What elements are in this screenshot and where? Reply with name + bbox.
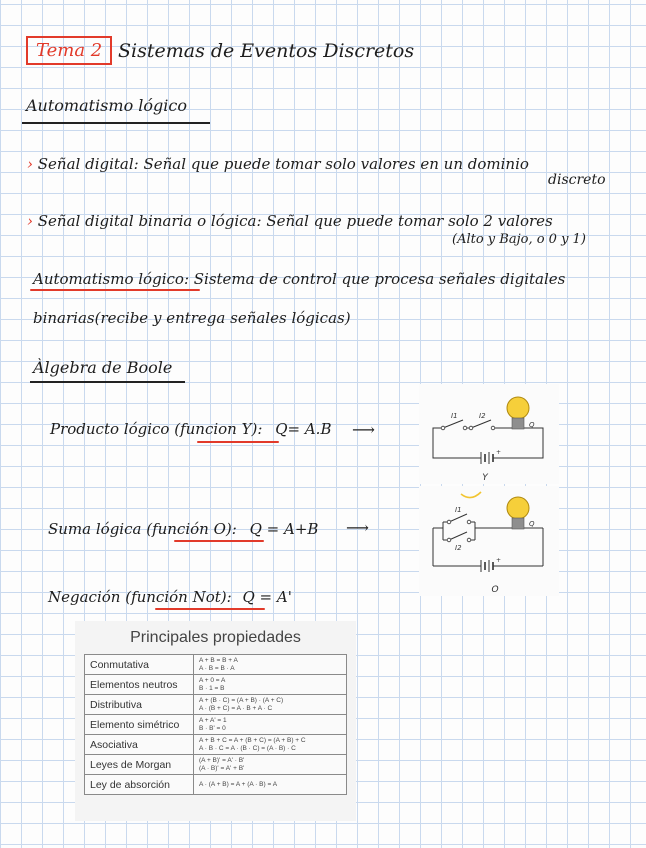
heading-underline — [22, 122, 210, 124]
table-row — [85, 775, 347, 795]
properties-title: Principales propiedades — [130, 629, 301, 646]
operation-close: ): — [225, 520, 237, 538]
property-rule — [194, 735, 347, 755]
function-underline — [174, 540, 264, 542]
switch-terminal — [441, 426, 445, 430]
section-heading-boole: Àlgebra de Boole — [33, 358, 173, 377]
properties-card — [75, 621, 356, 821]
or-circuit-diagram — [419, 486, 559, 596]
rule-line: (A · B)' = A' + B' — [199, 764, 245, 772]
table-row — [85, 735, 347, 755]
operation-expression: Q= A.B — [275, 420, 332, 438]
switch-terminal — [447, 520, 451, 524]
rule-line: A + B = B + A — [199, 656, 238, 664]
operation-close: ): — [251, 420, 263, 438]
function-underline — [197, 441, 279, 443]
switch-label: I1 — [451, 412, 458, 420]
not-operation — [48, 588, 292, 606]
property-rule — [194, 675, 347, 695]
definition-automatismo — [33, 270, 565, 288]
property-name: Conmutativa — [85, 655, 194, 675]
or-operation — [48, 520, 318, 538]
switch-terminal — [491, 426, 495, 430]
switch-gap — [443, 424, 465, 432]
arrow-icon: ⟶ — [352, 420, 375, 439]
rule-line: B · B' = 0 — [199, 724, 226, 732]
bullet-digital-signal — [27, 155, 529, 173]
topic-tag: Tema 2 — [26, 36, 112, 65]
property-rule — [194, 695, 347, 715]
bullet-term: Señal digital — [37, 155, 134, 173]
switch-gap — [471, 424, 493, 432]
operation-label: Suma lógica ( — [48, 520, 153, 538]
operation-expression: Q = A' — [242, 588, 292, 606]
glow-icon — [461, 492, 481, 498]
arrow-icon: ⟶ — [346, 518, 369, 537]
battery-plus: + — [496, 557, 502, 564]
switch-terminal — [467, 520, 471, 524]
table-row — [85, 755, 347, 775]
table-row — [85, 695, 347, 715]
table-row — [85, 715, 347, 735]
operation-expression: Q = A+B — [249, 520, 319, 538]
switch-terminal — [447, 538, 451, 542]
and-operation — [50, 420, 331, 438]
operation-label: Negación ( — [48, 588, 132, 606]
or-circuit-svg — [419, 486, 559, 596]
table-row — [85, 655, 347, 675]
rule-line: A + 0 = A — [199, 676, 226, 684]
rule-line: A + A' = 1 — [199, 716, 227, 724]
bullet-continuation: discreto — [548, 172, 606, 188]
term-underline — [30, 289, 200, 291]
page-title: Sistemas de Eventos Discretos — [118, 40, 415, 62]
heading-underline — [30, 381, 185, 383]
rule-line: (A + B)' = A' · B' — [199, 756, 245, 764]
property-rule — [194, 755, 347, 775]
bullet-binary-signal — [27, 212, 553, 230]
bullet-marker: › — [27, 155, 33, 173]
switch-label: I2 — [479, 412, 486, 420]
property-rule — [194, 655, 347, 675]
circuit-caption: Y — [482, 473, 488, 483]
bullet-text: : Señal que puede tomar solo 2 valores — [256, 212, 553, 230]
property-rule — [194, 715, 347, 735]
rule-line: A · (A + B) = A + (A · B) = A — [199, 780, 278, 788]
property-name: Asociativa — [85, 735, 194, 755]
switch-i1 — [449, 514, 467, 522]
bulb-icon — [507, 497, 529, 519]
switch-i2 — [449, 532, 467, 540]
bullet-continuation: (Alto y Bajo, o 0 y 1) — [452, 232, 586, 247]
section-heading-automatismo: Automatismo lógico — [26, 96, 187, 115]
property-name: Distributiva — [85, 695, 194, 715]
rule-line: A · (B + C) = A · B + A · C — [199, 704, 273, 712]
bullet-marker: › — [27, 212, 33, 230]
operation-function: función Not — [131, 588, 221, 606]
properties-table — [84, 654, 347, 795]
bulb-label: Q — [529, 421, 535, 429]
switch-terminal — [463, 426, 467, 430]
bulb-socket — [512, 418, 524, 429]
operation-function: función O — [152, 520, 226, 538]
switch-terminal — [467, 538, 471, 542]
definition-term: Automatismo lógico — [33, 270, 184, 288]
bullet-text: : Señal que puede tomar solo valores en un dominio — [133, 155, 529, 173]
operation-close: ): — [220, 588, 232, 606]
function-underline — [155, 608, 265, 610]
rule-line: A + (B · C) = (A + B) · (A + C) — [199, 696, 284, 704]
rule-line: A · B · C = A · (B · C) = (A · B) · C — [199, 744, 296, 752]
definition-continuation: binarias(recibe y entrega señales lógicas) — [33, 309, 351, 327]
battery-plus: + — [496, 449, 502, 456]
property-name: Leyes de Morgan — [85, 755, 194, 775]
switch-terminal — [469, 426, 473, 430]
and-circuit-diagram — [419, 384, 559, 484]
bulb-label: Q — [529, 520, 535, 528]
property-rule — [194, 775, 347, 795]
rule-line: A + B + C = A + (B + C) = (A + B) + C — [199, 736, 306, 744]
property-name: Elemento simétrico — [85, 715, 194, 735]
bulb-socket — [512, 518, 524, 529]
switch-label: I2 — [455, 544, 462, 552]
table-row — [85, 675, 347, 695]
definition-text: : Sistema de control que procesa señales digitales — [183, 270, 566, 288]
circuit-caption: O — [491, 585, 499, 595]
property-name: Ley de absorción — [85, 775, 194, 795]
bullet-term: Señal digital binaria o lógica — [37, 212, 257, 230]
operation-function: funcion Y — [180, 420, 252, 438]
property-name: Elementos neutros — [85, 675, 194, 695]
operation-label: Producto lógico ( — [50, 420, 181, 438]
and-circuit-svg — [419, 384, 559, 484]
rule-line: A · B = B · A — [199, 664, 235, 672]
switch-label: I1 — [455, 506, 462, 514]
rule-line: B · 1 = B — [199, 684, 225, 692]
bulb-icon — [507, 397, 529, 419]
